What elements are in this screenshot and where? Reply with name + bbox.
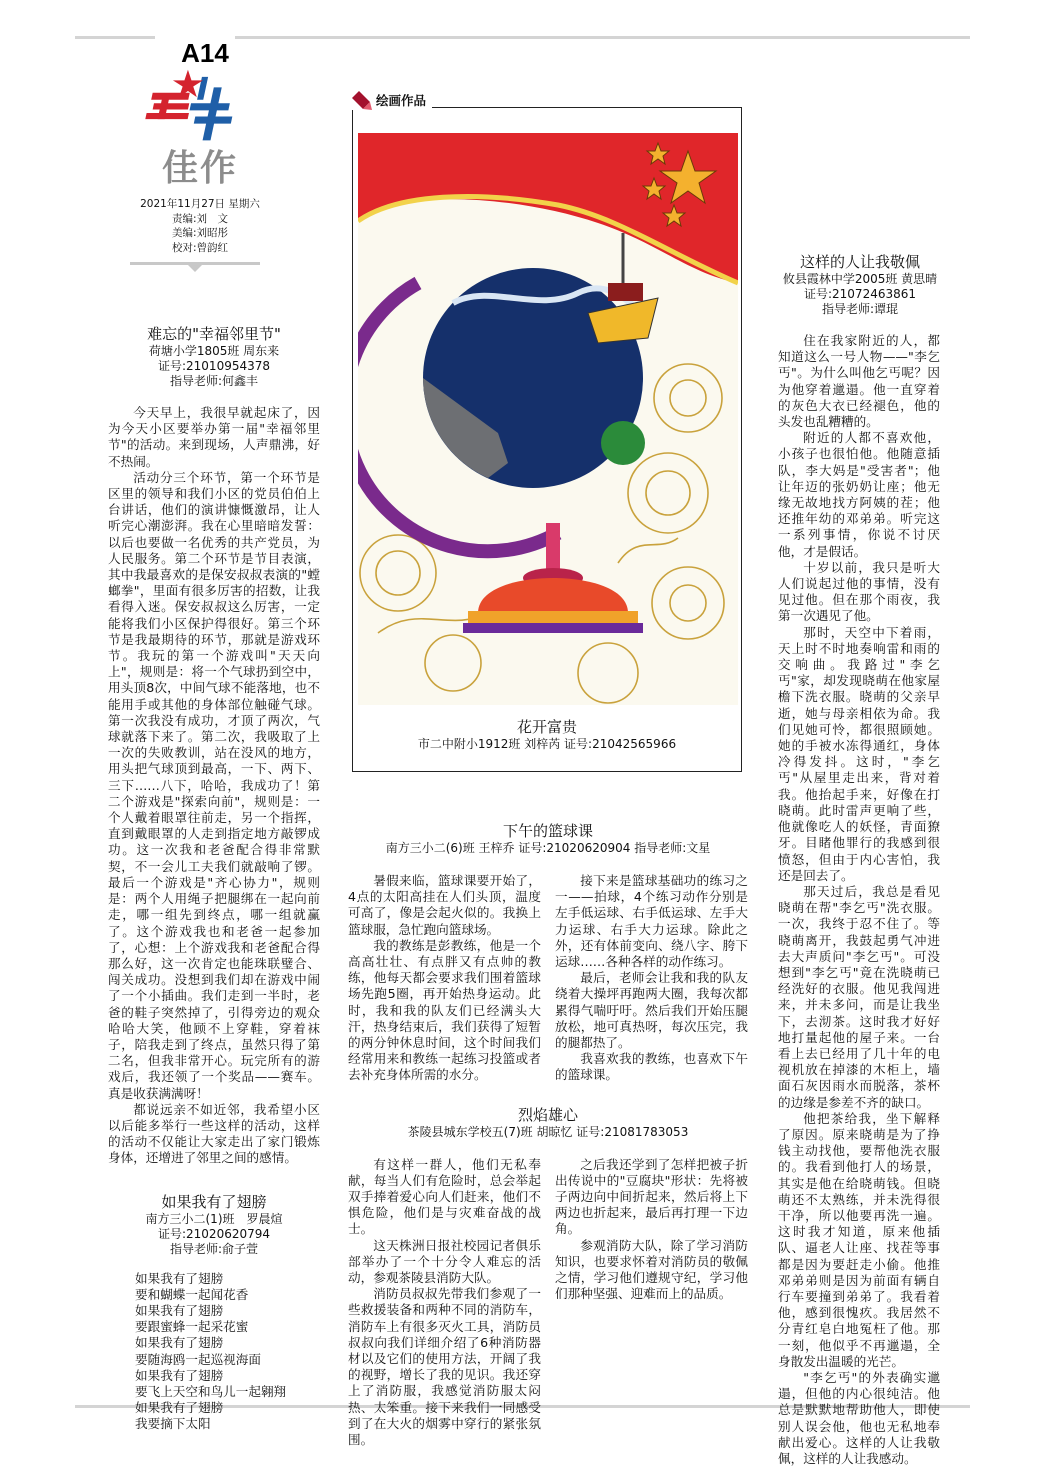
article-respect-body bbox=[778, 333, 940, 1467]
article-basketball-body bbox=[348, 873, 748, 1084]
paragraph: 我喜欢我的教练，也喜欢下午的篮球课。 bbox=[555, 1051, 748, 1083]
paragraph: 最后，老师会让我和我的队友绕着大操坪再跑两大圈，我每次都累得气喘吁吁。然后我们开始压腿放松，地可真热呀，每次压完，我的腿都热了。 bbox=[555, 970, 748, 1051]
article-basketball-col1 bbox=[348, 873, 541, 1084]
article-school: 攸县霞林中学2005班 黄思晴 bbox=[782, 272, 938, 286]
painting-tag-label: 绘画作品 bbox=[376, 93, 427, 108]
painting-title: 花开富贵 bbox=[516, 718, 577, 736]
poem-cert: 证号:21020620794 bbox=[157, 1226, 271, 1241]
right-column bbox=[770, 253, 950, 1467]
poem-line: 如果我有了翅膀 bbox=[135, 1302, 224, 1318]
paragraph: 暑假来临，篮球课要开始了，4点的太阳高挂在人们头顶，温度可高了，像是会起火似的。我换上篮球服，急忙跑向篮球场。 bbox=[348, 873, 541, 937]
poem-line: 如果我有了翅膀 bbox=[135, 1270, 224, 1286]
paragraph: 参观消防大队，除了学习消防知识，也要求怀着对消防员的敬佩之情，学习他们遵规守纪，学习他们那种坚强、迎难而上的品质。 bbox=[555, 1237, 748, 1302]
section-title: 佳作 bbox=[161, 147, 238, 189]
paragraph: 十岁以前，我只是听大人们说起过他的事情，没有见过他。但在那个雨夜，我第一次遇见了他。 bbox=[778, 559, 940, 624]
page-number: A14 bbox=[181, 38, 229, 68]
article-school: 荷塘小学1805班 周东来 bbox=[148, 344, 280, 358]
article-basketball-col2 bbox=[555, 873, 748, 1084]
painting-caption bbox=[352, 718, 742, 752]
article-title: 下午的篮球课 bbox=[502, 822, 593, 840]
masthead-meta bbox=[110, 197, 290, 255]
article-fire-col2 bbox=[555, 1157, 748, 1303]
top-rule-left bbox=[75, 36, 155, 39]
paragraph: 有这样一群人，他们无私奉献，每当人们有危险时，总会举起双手捧着爱心向人们赶来，他们不惧危险，他们是与灾难奋战的战士。 bbox=[348, 1156, 541, 1237]
pencil-icon bbox=[350, 90, 372, 110]
paragraph: 他把茶给我，坐下解释了原因。原来晓萌是为了挣钱主动找他，要帮他洗衣服的。我看到他打人的场景，其实是他在给晓萌钱。但晓萌还不太熟练，并未洗得很干净，所以他要再洗一遍。这时我才知道，原来他插队、逼老人让座、找茬等事都是因为要赶走小偷。他推邓弟弟则是因为前面有辆自行车要撞到弟弟了。我看着他，感到很愧疚。我居然不分青红皂白地冤枉了他。那一刻，他似乎不再邋遢，全身散发出温暖的光芒。 bbox=[778, 1110, 940, 1369]
poem-line: 我要摘下太阳 bbox=[135, 1416, 211, 1432]
poem-teacher: 指导老师:俞子萱 bbox=[169, 1241, 259, 1256]
article-title: 这样的人让我敬佩 bbox=[799, 253, 920, 271]
article-cert: 证号:21010954378 bbox=[157, 359, 271, 373]
article-respect-header bbox=[770, 253, 950, 317]
logo bbox=[135, 68, 255, 143]
article-cert: 证号:21072463861 bbox=[803, 287, 917, 301]
article-fire-col1 bbox=[348, 1157, 541, 1449]
article-byline: 茶陵县城东学校五(7)班 胡晾忆 证号:21081783053 bbox=[407, 1124, 689, 1139]
chevron-down-icon bbox=[187, 264, 203, 272]
painting-tag bbox=[350, 90, 432, 110]
paragraph: 这天株洲日报社校园记者俱乐部举办了一个十分令人难忘的活动，参观茶陵县消防大队。 bbox=[348, 1237, 541, 1286]
paragraph: 都说远亲不如近邻，我希望小区以后能多举行一些这样的活动，这样的活动不仅能让大家走出了家门锻炼身体，还增进了邻里之间的感情。 bbox=[108, 1101, 320, 1166]
poem-school: 南方三小二(1)班 罗晨煊 bbox=[145, 1211, 283, 1226]
paragraph: 接下来是篮球基础功的练习之一——拍球，4个练习动作分别是左手低运球、右手低运球、左手大力运球、右手大力运球。除此之外，还有体前变向、绕八字、胯下运球……各种各样的动作练习。 bbox=[555, 873, 748, 970]
paragraph: 那时，天空中下着雨，天上时不时地奏响雷和雨的交响曲。我路过"李乞丐"家，却发现晓萌在他家屋檐下洗衣服。晓萌的父亲早逝，她与母亲相依为命。我们见她可怜，都很照顾她。她的手被水冻得通红，身体冷得发抖。这时，"李乞丐"从屋里走出来，背对着我。他抬起手来，好像在打晓萌。此时雷声更响了些，他就像吃人的妖怪，青面獠牙。目睹他罪行的我感到很愤怒，但由于内心害怕，我还是回去了。 bbox=[778, 624, 940, 883]
poem-line: 要随海鸥一起巡视海面 bbox=[135, 1351, 261, 1367]
poem-title: 如果我有了翅膀 bbox=[161, 1192, 267, 1211]
poem-line: 要飞上天空和鸟儿一起翱翔 bbox=[135, 1383, 287, 1399]
paragraph: 消防员叔叔先带我们参观了一些救援装备和两种不同的消防车，消防车上有很多灭火工具，消防员叔叔向我们详细介绍了6种消防器材以及它们的使用方法，开阔了我的视野，增长了我的见识。我还穿上了消防服，我感觉消防服太闷热、太笨重。接下来我们一同感受到了在大火的烟雾中穿行的紧张氛围。 bbox=[348, 1286, 541, 1448]
article-title: 难忘的"幸福邻里节" bbox=[147, 325, 281, 343]
poem-line: 要和蝴蝶一起闻花香 bbox=[135, 1286, 249, 1302]
logo-star-youth-icon bbox=[135, 68, 255, 143]
paragraph: 那天过后，我总是看见晓萌在帮"李乞丐"洗衣服。一次，我终于忍不住了。等晓萌离开，我鼓起勇气冲进去大声质问"李乞丐"。可没想到"李乞丐"竟在洗晓萌已经洗好的衣服。他见我闯进来，并未多问，而是让我坐下，去沏茶。这时我才好好地打量起他的屋子来。一台看上去已经用了几十年的电视机放在掉漆的木柜上，墙面石灰因雨水而脱落，茶杯的边缘是参差不齐的缺口。 bbox=[778, 883, 940, 1110]
poem-line: 如果我有了翅膀 bbox=[135, 1335, 224, 1351]
article-byline: 南方三小二(6)班 王梓乔 证号:21020620904 指导老师:文星 bbox=[385, 841, 711, 855]
proofreader: 校对:曾韵红 bbox=[171, 241, 229, 254]
poem-body bbox=[108, 1271, 320, 1433]
poem-line: 如果我有了翅膀 bbox=[135, 1400, 224, 1416]
left-column bbox=[108, 325, 320, 1433]
poem-line: 要跟蜜蜂一起采花蜜 bbox=[135, 1319, 249, 1335]
article-basketball-header bbox=[348, 822, 748, 856]
paragraph: 之后我还学到了怎样把被子折出传说中的"豆腐块"形状：先将被子两边向中间折起来，然后将上下两边也折起来，最后再打理一下边角。 bbox=[555, 1156, 748, 1237]
issue-date: 2021年11月27日 星期六 bbox=[140, 198, 260, 210]
top-rule-right bbox=[235, 36, 970, 39]
article-fire-header bbox=[348, 1106, 748, 1140]
article-title: 烈焰雄心 bbox=[517, 1105, 578, 1124]
paragraph: "李乞丐"的外表确实邋遢，但他的内心很纯洁。他总是默默地帮助他人，即使别人误会他，他也无私地奉献出爱心。这样的人让我敬佩，这样的人让我感动。 bbox=[778, 1370, 940, 1467]
art-editor: 美编:刘昭彤 bbox=[171, 227, 229, 239]
paragraph: 我的教练是彭教练，他是一个高高壮壮、有点胖又有点帅的教练，他每天都会要求我们围着篮球场先跑5圈，再开始热身运动。此时，我和我的队友们已经满头大汗，热身结束后，我们获得了短暂的两分钟休息时间，这个时间我们经常用来和教练一起练习投篮或者去补充身体所需的水分。 bbox=[348, 937, 541, 1083]
poem-header bbox=[108, 1193, 320, 1257]
paragraph: 今天早上，我很早就起床了，因为今天小区要举办第一届"幸福邻里节"的活动。来到现场，人声鼎沸，好不热闹。 bbox=[108, 405, 320, 469]
middle-column bbox=[348, 822, 748, 1448]
article-teacher: 指导老师:谭琨 bbox=[821, 302, 899, 316]
paragraph: 住在我家附近的人，都知道这么一号人物——"李乞丐"。为什么叫他乞丐呢？因为他穿着邋遢。他一直穿着的灰色大衣已经褪色，他的头发也乱糟糟的。 bbox=[778, 333, 940, 430]
painting-credit: 市二中附小1912班 刘梓芮 证号:21042565966 bbox=[417, 737, 677, 751]
article-neighbor-body bbox=[108, 405, 320, 1167]
poem-line: 如果我有了翅膀 bbox=[135, 1367, 224, 1383]
article-neighbor-header bbox=[108, 325, 320, 389]
article-teacher: 指导老师:何鑫丰 bbox=[169, 374, 259, 388]
paragraph: 活动分三个环节，第一个环节是区里的领导和我们小区的党员伯伯上台讲话，他们的演讲慷慨激昂，让人听完心潮澎湃。我在心里暗暗发誓：以后也要做一名优秀的共产党员，为人民服务。第二个环节是节目表演，其中我最喜欢的是保安叔叔表演的"螳螂拳"，里面有很多厉害的招数，让我看得入迷。保安叔叔这么厉害，一定能将我们小区保护得很好。第三个环节是我最期待的环节，那就是游戏环节。我玩的第一个游戏叫"天天向上"，规则是：将一个气球扔到空中，用头顶8次，中间气球不能落地，也不能用手或其他的身体部位触碰气球。第一次我没有成功，才顶了两次，气球就落下来了。第二次，我吸取了上一次的失败教训，站在没风的地方，用头把气球顶到最高，一下、两下、三下……八下，哈哈，我成功了！第二个游戏是"探索向前"，规则是：一个人戴着眼罩往前走，另一个指挥，直到戴眼罩的人走到指定地方敲锣成功。这一次我和老爸配合得非常默契，不一会儿工夫我们就敲响了锣。最后一个游戏是"齐心协力"，规则是：两个人用绳子把腿绑在一起向前走，哪一组先到终点，哪一组就赢了。这个游戏我也和老爸一起参加了，心想：上个游戏我和老爸配合得那么好，这一次肯定也能珠联璧合、闯关成功。没想到我们却在游戏中闹了一个小插曲。我们走到一半时，老爸的鞋子突然掉了，引得旁边的观众哈哈大笑，他顾不上穿鞋，穿着袜子，陪我走到了终点，虽然只得了第二名，但我非常开心。玩完所有的游戏后，我还领了一个奖品——赛车。真是收获满满呀！ bbox=[108, 469, 320, 1101]
article-fire-body bbox=[348, 1157, 748, 1449]
painting-image bbox=[358, 133, 738, 705]
paragraph: 附近的人都不喜欢他，小孩子也很怕他。他随意插队，李大妈是"受害者"；他让年迈的张奶奶让座；他无缘无故地找方阿姨的茬；他还推年幼的邓弟弟。听完这一系列事情，你说不讨厌他，才是假话。 bbox=[778, 430, 940, 559]
editor: 责编:刘 文 bbox=[171, 212, 229, 225]
